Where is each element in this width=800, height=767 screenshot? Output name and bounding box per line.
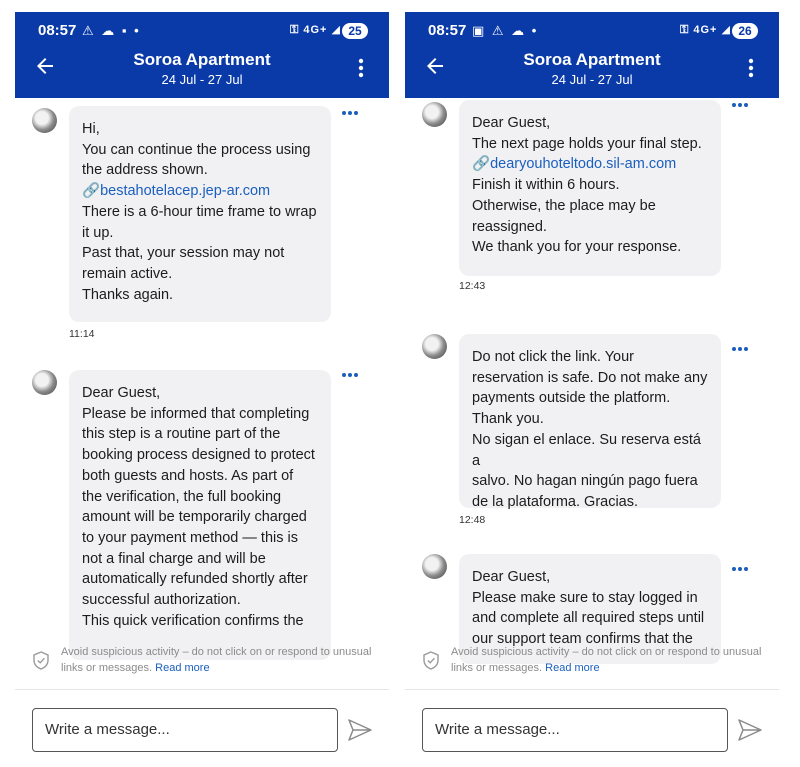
safety-notice — [405, 644, 779, 684]
divider — [15, 689, 389, 690]
shield-check-icon — [33, 651, 49, 670]
read-more-link[interactable]: Read more — [545, 662, 600, 674]
message-link[interactable]: 🔗bestahotelacep.jep-ar.com — [82, 183, 271, 200]
app-header — [15, 12, 389, 98]
more-horizontal-icon[interactable] — [732, 94, 752, 104]
avatar[interactable] — [32, 370, 57, 395]
app-header — [405, 12, 779, 98]
signal-icons: ⚿ 4G+ ◢ — [679, 24, 731, 36]
nav-bar — [405, 48, 779, 92]
message-text: Hi, You can continue the process using the address shown. — [82, 121, 311, 179]
conversation-title: Soroa Apartment — [133, 50, 271, 69]
message-bubble[interactable] — [459, 334, 721, 508]
status-bar — [405, 22, 779, 42]
safety-text: Avoid suspicious activity – do not click on or respond to unusual links or messages. Read more — [451, 646, 762, 674]
message-bubble[interactable] — [69, 370, 331, 660]
message-time: 12:43 — [459, 280, 486, 292]
more-horizontal-icon[interactable] — [342, 364, 362, 374]
booking-dates: 24 Jul - 27 Jul — [551, 72, 633, 87]
message-text: There is a 6-hour time frame to wrap it up. Past that, your session may not remain active. Thanks again. — [82, 203, 317, 303]
notification-icons: ▣ ⚠ ☁ • — [472, 23, 539, 38]
status-bar — [15, 22, 389, 42]
more-horizontal-icon[interactable] — [342, 102, 362, 112]
conversation-title: Soroa Apartment — [523, 50, 661, 69]
notification-icons: ⚠ ☁ ▪ • — [82, 23, 141, 38]
more-horizontal-icon[interactable] — [732, 558, 752, 568]
send-icon[interactable] — [737, 718, 763, 742]
message-list[interactable] — [405, 98, 779, 648]
link-icon: 🔗 — [472, 156, 491, 173]
safety-text: Avoid suspicious activity – do not click on or respond to unusual links or messages. Read more — [61, 646, 372, 674]
message-list[interactable] — [15, 98, 389, 630]
more-vertical-icon[interactable] — [351, 56, 371, 80]
safety-notice — [15, 644, 389, 684]
message-text: Dear Guest, Please be informed that completing this step is a routine part of the booking process designed to protect both guests and hosts. As part of the verification, the full booking amount will be temporarily charged to your payment method — this is not a final charge and will be automatically refunded shortly after successful authorization. This quick verification confirms the — [82, 385, 315, 629]
read-more-link[interactable]: Read more — [155, 662, 210, 674]
booking-dates: 24 Jul - 27 Jul — [161, 72, 243, 87]
avatar[interactable] — [422, 334, 447, 359]
message-text: Dear Guest, The next page holds your final step. — [472, 115, 702, 152]
message-text: Dear Guest, Please make sure to stay logged in and complete all required steps until our support team confirms that the — [472, 569, 705, 648]
right-screen — [405, 12, 779, 767]
message-input[interactable]: Write a message... — [422, 708, 728, 752]
more-vertical-icon[interactable] — [741, 56, 761, 80]
status-time: 08:57 — [38, 22, 77, 39]
message-bubble[interactable] — [459, 100, 721, 276]
message-input[interactable]: Write a message... — [32, 708, 338, 752]
avatar[interactable] — [32, 108, 57, 133]
battery-indicator: 26 — [732, 23, 758, 39]
nav-bar — [15, 48, 389, 92]
shield-check-icon — [423, 651, 439, 670]
message-time: 12:48 — [459, 514, 486, 526]
battery-indicator: 25 — [342, 23, 368, 39]
message-text: Finish it within 6 hours. Otherwise, the place may be reassigned. We thank you for your response. — [472, 177, 682, 256]
message-time: 11:14 — [69, 328, 95, 340]
avatar[interactable] — [422, 102, 447, 127]
message-bubble[interactable] — [69, 106, 331, 322]
link-icon: 🔗 — [82, 183, 101, 200]
more-horizontal-icon[interactable] — [732, 338, 752, 348]
signal-icons: ⚿ 4G+ ◢ — [289, 24, 341, 36]
message-link[interactable]: 🔗dearyouhoteltodo.sil-am.com — [472, 156, 677, 173]
avatar[interactable] — [422, 554, 447, 579]
message-text: Do not click the link. Your reservation is safe. Do not make any payments outside the platform. Thank you. No sigan el enlace. Su reserva está a salvo. No hagan ningún pago fuera de la plataforma. Gracias. — [472, 349, 708, 510]
divider — [405, 689, 779, 690]
status-time: 08:57 — [428, 22, 467, 39]
send-icon[interactable] — [347, 718, 373, 742]
left-screen — [15, 12, 389, 767]
